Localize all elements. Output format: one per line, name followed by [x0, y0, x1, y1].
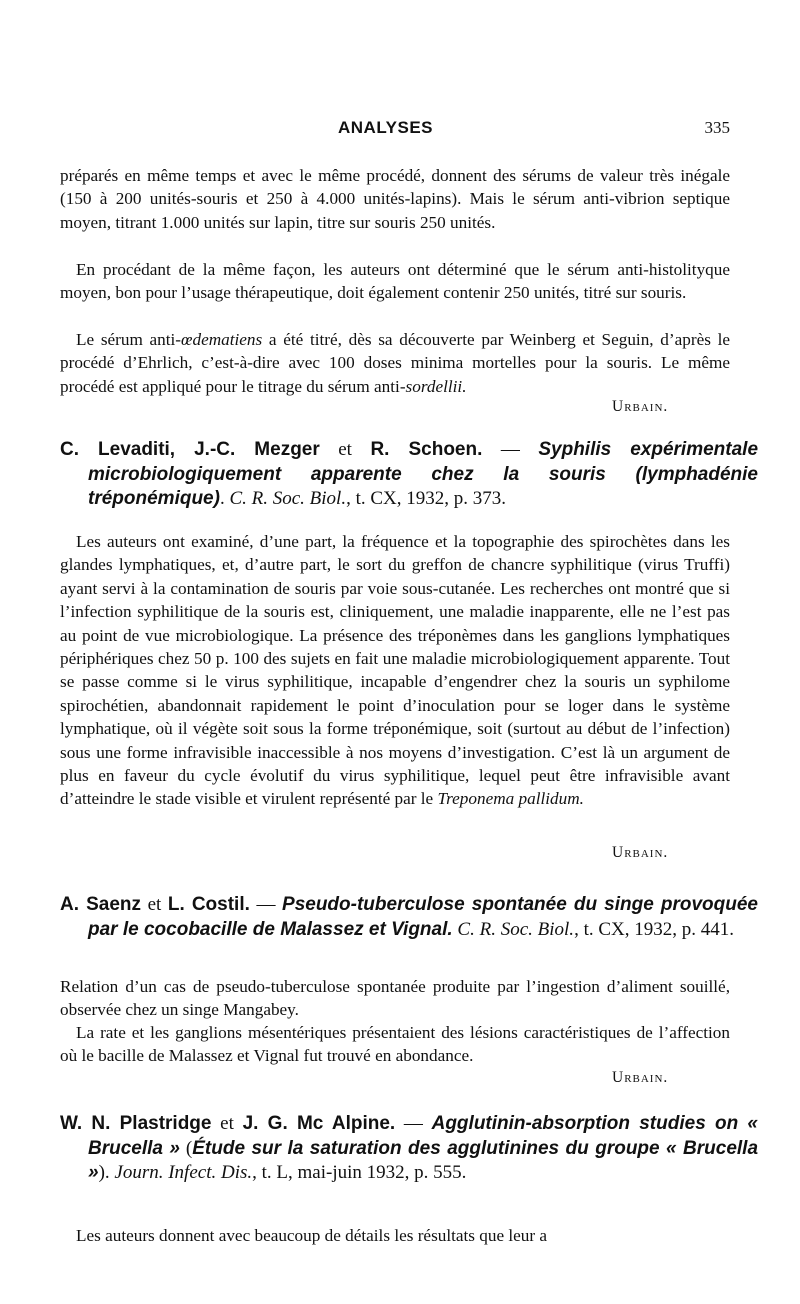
entry-1-body-text: Les auteurs ont examiné, d’une part, la fréquence et la topographie des spirochètes dans les glandes lymphatiques, et, d’autre part, le sort du greffon de chancre syphilitique (virus Truffi) ayant servi à la contamination de souris par voie sous-cutanée. Les recherches ont montré que si l’infection syphilitique de la souris est, cliniquement, une maladie inapparente, elle ne l’est pas au point de vue microbiologique. La présence des tréponèmes dans les ganglions lymphatiques périphériques chez 50 p. 100 des sujets en fait une maladie microbiologiquement apparente. Tout se passe comme si le virus syphilitique, incapable d’engendrer chez la souris un syphilome spirochétien, abandonnait rapidement le point d’inoculation pour se loger dans le système lymphatique, où il végète soit sous la forme tréponémique, soit (surtout au début de l’infection) sous une forme infravisible inaccessible à nos moyens d’investigation. C’est là un argument de plus en faveur du cycle évolutif du virus syphilitique, lequel peut être infravisible avant d’atteindre le stade visible et virulent représenté par le: [60, 532, 730, 809]
p3-italic-a: œdematiens: [181, 330, 263, 349]
p3-italic-b: sordellii.: [405, 376, 467, 396]
entry-2-heading: [60, 893, 758, 942]
entry-2-paragraph-1: Relation d’un cas de pseudo-tuberculose spontanée produite par l’ingestion d’aliment souillé, observée chez un singe Mangabey.: [60, 977, 730, 1020]
entry-1-body: [60, 530, 730, 811]
entry-3-reference: , t. L, mai-juin 1932, p. 555.: [252, 1162, 467, 1183]
entry-1-et: et: [319, 439, 371, 460]
entry-2-reference: , t. CX, 1932, p. 441.: [574, 918, 734, 940]
entry-3-paren-close: ).: [98, 1162, 115, 1183]
entry-2-paragraph-2: La rate et les ganglions mésentériques présentaient des lésions caractéristiques de l’affection où le bacille de Malassez et Vignal fut trouvé en abondance.: [60, 1023, 730, 1066]
page-header: [60, 118, 730, 146]
continuation-paragraph-2: En procédant de la même façon, les auteurs ont déterminé que le sérum anti-histolityque moyen, bon pour l’usage thérapeutique, doit également contenir 250 unités, titré sur souris.: [60, 260, 730, 303]
entry-3-journal: Journ. Infect. Dis.: [114, 1162, 253, 1183]
entry-3-dash: —: [395, 1113, 432, 1134]
entry-3-title-fr: Étude sur la saturation des agglutinines du groupe « Brucella »: [88, 1137, 759, 1183]
continuation-paragraph-3: [60, 328, 730, 398]
entry-2-journal: C. R. Soc. Biol.: [452, 918, 575, 940]
entry-1-authors: C. Levaditi, J.-C. Mezger: [60, 439, 320, 460]
entry-1-journal: C. R. Soc. Biol.: [229, 488, 347, 509]
entry-3-author-1: W. N. Plastridge: [60, 1113, 212, 1134]
entry-1-reference: , t. CX, 1932, p. 373.: [346, 488, 507, 509]
entry-1-author-last: R. Schoen.: [370, 439, 483, 460]
entry-2-et: et: [141, 894, 168, 915]
entry-1-dash: —: [482, 439, 539, 460]
entry-3-author-2: J. G. Mc Alpine.: [242, 1113, 396, 1134]
continuation-paragraph-1: préparés en même temps et avec le même procédé, donnent des sérums de valeur très inégale (150 à 200 unités-souris et 250 à 4.000 unités-lapins). Mais le sérum anti-vibrion septique moyen, titrant 1.000 unités sur lapin, titre sur souris 250 unités.: [60, 166, 730, 232]
p3-text-b: a été titré, dès sa découverte par Weinberg et Seguin, d’après le procédé d’Ehrlich, c’est-à-dire avec 100 doses minima mortelles pour la souris. Le même procédé est appliqué pour le titrage du sérum anti-: [60, 330, 730, 396]
signature-urbain-3: Urbain.: [612, 1069, 669, 1086]
entry-2-author-2: L. Costil.: [167, 894, 250, 915]
entry-3-title-en: Agglutinin-absorption studies on « Brucella »: [88, 1113, 758, 1159]
signature-urbain-2: Urbain.: [612, 844, 669, 861]
entry-3-body: Les auteurs donnent avec beaucoup de détails les résultats que leur a: [76, 1226, 548, 1245]
page-number: 335: [704, 118, 730, 137]
entry-1-ref-dot: .: [219, 488, 230, 509]
running-title: ANALYSES: [338, 118, 434, 137]
entry-3-heading: [60, 1112, 758, 1186]
signature-urbain-1: Urbain.: [612, 398, 669, 415]
entry-3-paren-open: (: [180, 1137, 193, 1159]
entry-2-title: Pseudo-tuberculose spontanée du singe provoquée par le cocobacille de Malassez et Vignal.: [88, 894, 758, 940]
entry-2-dash: —: [249, 894, 283, 915]
p3-text-a: Le sérum anti-: [76, 330, 182, 349]
entry-2-author-1: A. Saenz: [60, 894, 142, 915]
entry-1-body-italic: Treponema pallidum.: [437, 789, 584, 809]
entry-1-heading: [60, 438, 758, 512]
entry-1-title: Syphilis expérimentale microbiologiquement apparente chez la souris (lymphadénie tréponémique): [88, 439, 759, 509]
entry-3-et: et: [211, 1113, 243, 1134]
